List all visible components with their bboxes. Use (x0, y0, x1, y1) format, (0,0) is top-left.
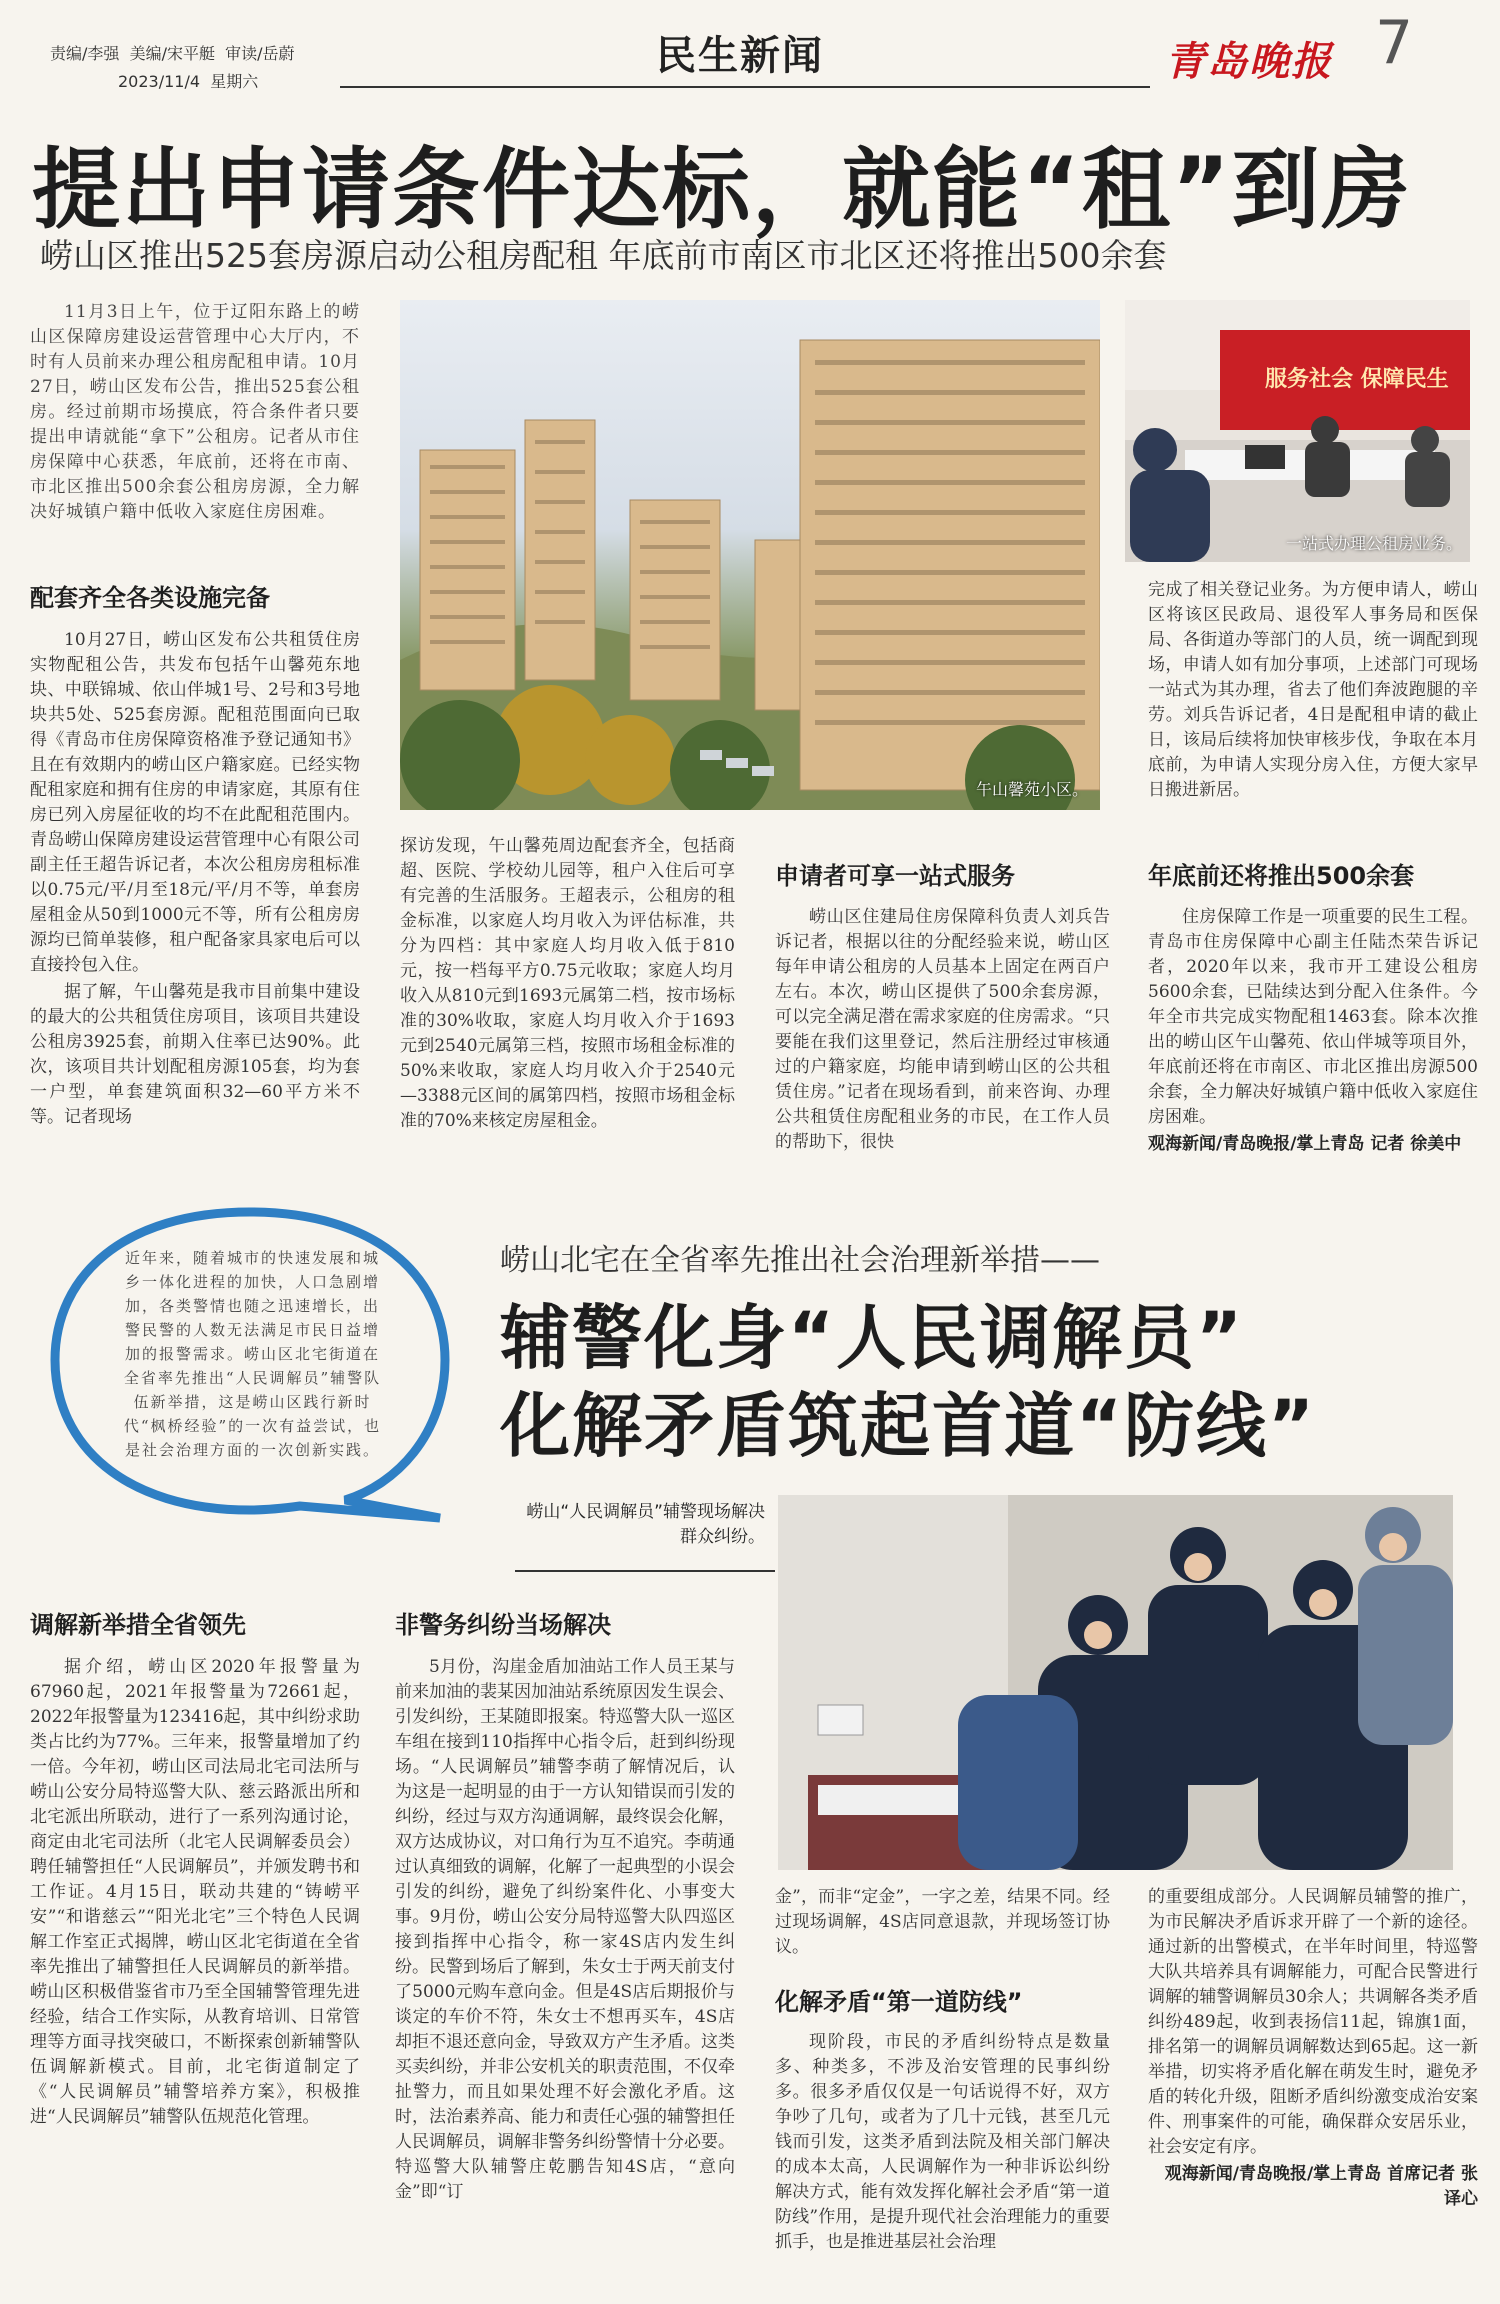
mediation-scene-photo (778, 1495, 1453, 1870)
newspaper-logo: 青岛晚报 (1165, 38, 1333, 85)
story1-col4-bottom-text: 住房保障工作是一项重要的民生工程。青岛市住房保障中心副主任陆杰荣告诉记者，2020年以来，我市开工建设公租房5600余套，已陆续达到分配入住条件。今年全市共完成实物配租1463套。除本次推出的崂山区午山馨苑、依山伴城等项目外，年底前还将在市南区、市北区推出房源500余套，全力解决好城镇户籍中低收入家庭住房困难。 (1148, 907, 1478, 1127)
service-hall-photo (1125, 300, 1470, 562)
story2-col2-text: 5月份，沟崖金盾加油站工作人员王某与前来加油的裴某因加油站系统原因发生误会、引发纠纷，王某随即报案。特巡警大队一巡区车组在接到110指挥中心指令后，赶到纠纷现场。“人民调解员”辅警李萌了解情况后，认为这是一起明显的由于一方认知错误而引发的纠纷，经过与双方沟通调解，最终误会化解，双方达成协议，对口角行为互不追究。李萌通过认真细致的调解，化解了一起典型的小误会引发的纠纷，避免了纠纷案件化、小事变大事。9月份，崂山公安分局特巡警大队四巡区接到指挥中心指令，称一家4S店内发生纠纷。民警到场后了解到，朱女士于两天前支付了5000元购车意向金。但是4S店后期报价与谈定的车价不符，朱女士不想再买车，4S店却拒不退还意向金，导致双方产生矛盾。这类买卖纠纷，并非公安机关的职责范围，不仅牵扯警力，而且如果处理不好会激化矛盾。这时，法治素养高、能力和责任心强的辅警担任人民调解员，调解非警务纠纷警情十分必要。特巡警大队辅警庄乾鹏告知4S店，“意向金”即“订 (395, 1657, 735, 2202)
apartment-towers-photo (400, 300, 1100, 810)
story1-col2-text: 探访发现，午山馨苑周边配套齐全，包括商超、医院、学校幼儿园等，租户入住后可享有完善的生活服务。王超表示，公租房的租金标准，以家庭人均月收入为评估标准，共分为四档：其中家庭人均月收入低于810元，按一档每平方0.75元收取；家庭人均月收入从810元到1693元属第二档，按市场标准的30%收取，家庭人均月收入介于1693元到2540元属第三档，按照市场租金标准的50%来收取，家庭人均月收入介于2540元—3388元区间的属第四档，按照市场租金标准的70%来核定房屋租金。 (400, 836, 735, 1131)
story2-kicker: 崂山北宅在全省率先推出社会治理新举措—— (500, 1243, 1100, 1278)
story2-headline-line1: 辅警化身“人民调解员” (500, 1297, 1245, 1379)
story2-col1-text: 据介绍，崂山区2020年报警量为67960起，2021年报警量为72661起，2022年报警量为123416起，其中纠纷求助类占比约为77%。三年来，报警量增加了约一倍。今年初，崂山区司法局北宅司法所与崂山公安分局特巡警大队、慈云路派出所和北宅派出所联动，进行了一系列沟通讨论，商定由北宅司法所（北宅人民调解委员会）聘任辅警担任“人民调解员”，并颁发聘书和工作证。4月15日，联动共建的“铸崂平安”“和谐慈云”“阳光北宅”三个特色人民调解工作室正式揭牌，崂山区北宅街道在全省率先推出了辅警担任人民调解员的新举措。崂山区积极借鉴省市乃至全国辅警管理先进经验，结合工作实际，从教育培训、日常管理等方面寻找突破口，不断探索创新辅警队伍调解新模式。目前，北宅街道制定了《“人民调解员”辅警培养方案》，积极推进“人民调解员”辅警队伍规范化管理。 (30, 1657, 360, 2127)
story2-column-3-top (775, 1885, 1110, 1965)
story1-column-3 (775, 905, 1110, 1188)
story1-col1-paragraph-1: 10月27日，崂山区发布公共租赁住房实物配租公告，共发布包括午山馨苑东地块、中联锦城、依山伴城1号、2号和3号地块共5处、525套房源。配租范围面向已取得《青岛市住房保障资格准予登记通知书》且在有效期内的崂山区户籍家庭。已经实物配租家庭和拥有住房的申请家庭，其原有住房已列入房屋征收的均不在此配租范围内。青岛崂山保障房建设运营管理中心有限公司副主任王超告诉记者，本次公租房房租标准以0.75元/平/月至18元/平/月不等，单套房屋租金从50到1000元不等，所有公租房房源均已简单装修，租户配备家具家电后可以直接拎包入住。 (30, 630, 360, 975)
story2-col3-text: 现阶段，市民的矛盾纠纷特点是数量多、种类多，不涉及治安管理的民事纠纷多。很多矛盾仅仅是一句话说得不好，双方争吵了几句，或者为了几十元钱，甚至几元钱而引发，这类矛盾到法院及相关部门解决的成本太高，人民调解作为一种非诉讼纠纷解决方式，能有效发挥化解社会矛盾“第一道防线”作用，是提升现代社会治理能力的重要抓手，也是推进基层社会治理 (775, 2032, 1110, 2252)
story2-col4-text: 的重要组成部分。人民调解员辅警的推广，为市民解决矛盾诉求开辟了一个新的途径。通过新的出警模式，在半年时间里，特巡警大队共培养具有调解能力，可配合民警进行调解的辅警调解员30余人；共调解各类矛盾纠纷489起，收到表扬信11起，锦旗1面，排名第一的调解员调解数达到65起。这一新举措，切实将矛盾化解在萌发生时，避免矛盾的转化升级，阻断矛盾纠纷激变成治安案件、刑事案件的可能，确保群众安居乐业，社会安定有序。 (1148, 1887, 1478, 2157)
story1-subhead: 崂山区推出525套房源启动公租房配租 年底前市南区市北区还将推出500余套 (40, 236, 1167, 275)
story2-column-2 (395, 1655, 735, 2285)
story2-subtitle-first-in-province: 调解新举措全省领先 (30, 1611, 246, 1639)
story1-col3-text: 崂山区住建局住房保障科负责人刘兵告诉记者，根据以往的分配经验来说，崂山区每年申请公租房的人员基本上固定在两百户左右。本次，崂山区提供了500余套房源，可以完全满足潜在需求家庭的住房需求。“只要能在我们这里登记，然后注册经过审核通过的户籍家庭，均能申请到崂山区的公共租赁住房。”记者在现场看到，前来咨询、办理公共租赁住房配租业务的市民，在工作人员的帮助下，很快 (775, 907, 1110, 1152)
intro-bubble-text: 近年来，随着城市的快速发展和城乡一体化进程的加快，人口急剧增加，各类警情也随之迅速增长，出警民警的人数无法满足市民日益增加的报警需求。崂山区北宅街道在全省率先推出“人民调解员”辅警队伍新举措，这是崂山区践行新时代“枫桥经验”的一次有益尝试，也是社会治理方面的一次创新实践。 (123, 1249, 382, 1459)
story2-subtitle-on-site: 非警务纠纷当场解决 (395, 1611, 611, 1639)
story1-byline: 观海新闻/青岛晚报/掌上青岛 记者 徐美中 (1148, 1134, 1462, 1154)
mediation-photo-caption: 崂山“人民调解员”辅警现场解决群众纠纷。 (526, 1502, 765, 1547)
service-hall-photo-caption: 一站式办理公租房业务。 (1285, 534, 1462, 553)
story2-byline: 观海新闻/青岛晚报/掌上青岛 首席记者 张译心 (1164, 2164, 1478, 2209)
service-hall-banner-text: 服务社会 保障民生 (1265, 367, 1449, 392)
story1-lead (30, 300, 360, 555)
editor-credits: 责编/李强 美编/宋平艇 审读/岳蔚 (50, 44, 295, 63)
story1-col4-top-text: 完成了相关登记业务。为方便申请人，崂山区将该区民政局、退役军人事务局和医保局、各街道办等部门的人员，统一调配到现场，申请人如有加分事项，上述部门可现场一站式为其办理，省去了他们奔波跑腿的辛劳。刘兵告诉记者，4日是配租申请的截止日，该局后续将加快审核步伐，争取在本月底前，为申请人实现分房入住，方便大家早日搬进新居。 (1148, 580, 1478, 800)
caption-rule (515, 1570, 775, 1572)
intro-speech-bubble (45, 1200, 455, 1540)
story1-subtitle-year-end: 年底前还将推出500余套 (1148, 862, 1415, 890)
story2-subtitle-first-line: 化解矛盾“第一道防线” (775, 1988, 1023, 2016)
story1-column-2 (400, 834, 735, 1188)
story1-column-4-bottom (1148, 905, 1478, 1188)
story2-headline-line2: 化解矛盾筑起首道“防线” (500, 1385, 1317, 1467)
apartment-photo-caption: 午山馨苑小区。 (975, 780, 1088, 799)
section-title: 民生新闻 (656, 33, 824, 79)
story2-column-1 (30, 1655, 360, 2285)
story1-column-1 (30, 628, 360, 1188)
story1-subtitle-one-stop: 申请者可享一站式服务 (775, 862, 1015, 890)
story2-column-4 (1148, 1885, 1478, 2285)
story1-lead-text: 11月3日上午，位于辽阳东路上的崂山区保障房建设运营管理中心大厅内，不时有人员前来办理公租房配租申请。10月27日，崂山区发布公告，推出525套公租房。经过前期市场摸底，符合条件者只要提出申请就能“拿下”公租房。记者从市住房保障中心获悉，年底前，还将在市南、市北区推出500余套公租房房源，全力解决好城镇户籍中低收入家庭住房困难。 (30, 302, 360, 522)
story1-column-4-top (1148, 578, 1478, 840)
story1-col1-paragraph-2: 据了解，午山馨苑是我市目前集中建设的最大的公共租赁住房项目，该项目共建设公租房3925套，前期入住率已达90%。此次，该项目共计划配租房源105套，均为套一户型，单套建筑面积32—60平方米不等。记者现场 (30, 982, 360, 1127)
page-number: 7 (1375, 8, 1414, 78)
story2-col3-top-text: 金”，而非“定金”，一字之差，结果不同。经过现场调解，4S店同意退款，并现场签订协议。 (775, 1887, 1110, 1957)
story2-column-3 (775, 2030, 1110, 2285)
story1-subtitle-facilities: 配套齐全各类设施完备 (30, 584, 270, 612)
masthead-rule (340, 86, 1150, 88)
story1-headline: 提出申请条件达标，就能“租”到房 (32, 138, 1412, 241)
issue-date: 2023/11/4 星期六 (118, 72, 259, 91)
